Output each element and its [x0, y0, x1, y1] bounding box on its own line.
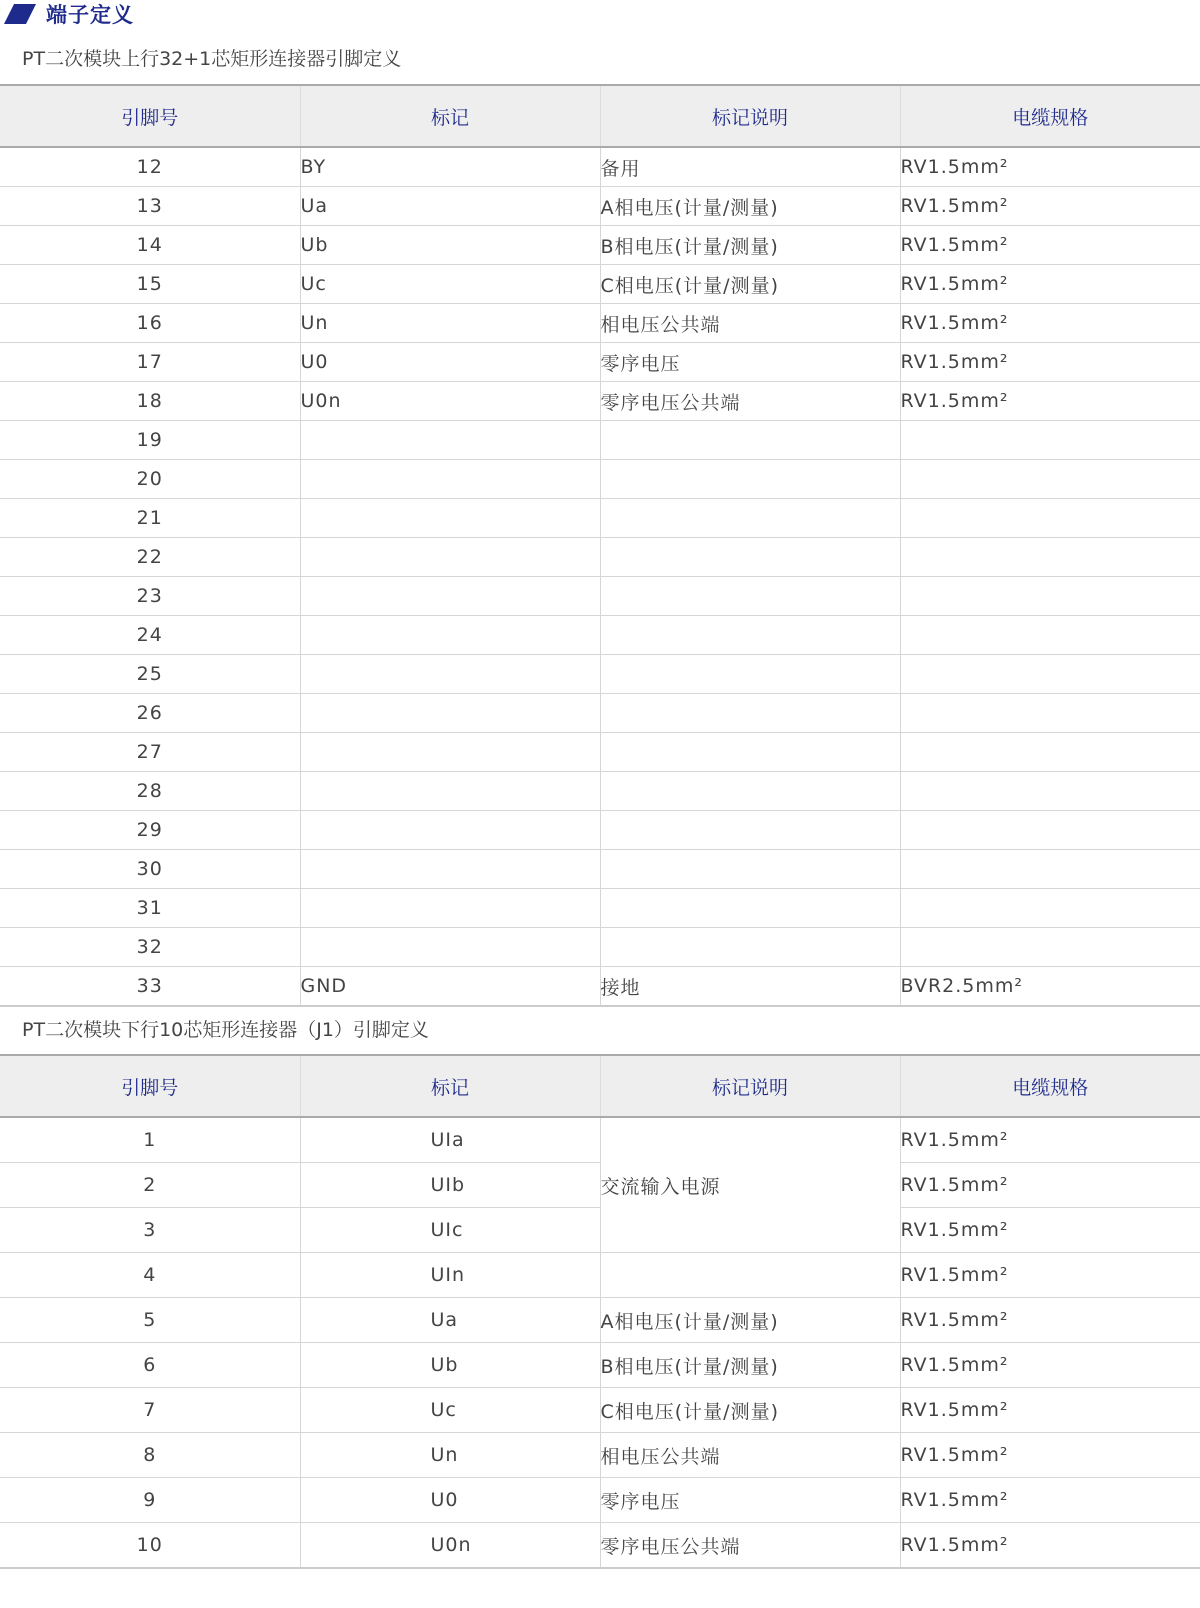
pin-cell: 22 [0, 538, 300, 577]
description-cell: 交流输入电源 [600, 1117, 900, 1253]
description-cell: C相电压(计量/测量) [600, 1388, 900, 1433]
cable-spec-cell [900, 850, 1200, 889]
pin-cell: 21 [0, 499, 300, 538]
table-row [0, 226, 1200, 265]
table-row [0, 343, 1200, 382]
mark-cell: Uc [300, 265, 600, 304]
pin-cell: 10 [0, 1523, 300, 1569]
description-cell [600, 772, 900, 811]
mark-cell [300, 577, 600, 616]
pin-cell: 33 [0, 967, 300, 1007]
mark-cell [300, 772, 600, 811]
mark-cell: Uc [300, 1388, 600, 1433]
pin-cell: 29 [0, 811, 300, 850]
header-cable-spec: 电缆规格 [900, 85, 1200, 147]
mark-cell [300, 421, 600, 460]
description-cell [600, 655, 900, 694]
mark-cell: U0n [300, 382, 600, 421]
cable-spec-cell [900, 733, 1200, 772]
pin-cell: 26 [0, 694, 300, 733]
mark-cell: U0 [300, 343, 600, 382]
pin-cell: 13 [0, 187, 300, 226]
cable-spec-cell [900, 811, 1200, 850]
cable-spec-cell [900, 772, 1200, 811]
cable-spec-cell: RV1.5mm² [900, 1343, 1200, 1388]
pin-cell: 23 [0, 577, 300, 616]
mark-cell: Ub [300, 226, 600, 265]
description-cell: C相电压(计量/测量) [600, 265, 900, 304]
header-description: 标记说明 [600, 1055, 900, 1117]
section-title: 端子定义 [46, 3, 134, 27]
pin-cell: 6 [0, 1343, 300, 1388]
pin-cell: 3 [0, 1208, 300, 1253]
pin-cell: 5 [0, 1298, 300, 1343]
pin-cell: 15 [0, 265, 300, 304]
mark-cell [300, 616, 600, 655]
description-cell [600, 499, 900, 538]
cable-spec-cell: RV1.5mm² [900, 304, 1200, 343]
mark-cell: UIa [300, 1117, 600, 1163]
description-cell: 接地 [600, 967, 900, 1007]
mark-cell [300, 889, 600, 928]
mark-cell: UIc [300, 1208, 600, 1253]
description-cell [600, 811, 900, 850]
cable-spec-cell [900, 889, 1200, 928]
mark-cell: BY [300, 147, 600, 187]
description-cell [600, 460, 900, 499]
mark-cell: U0 [300, 1478, 600, 1523]
header-mark: 标记 [300, 1055, 600, 1117]
pin-cell: 2 [0, 1163, 300, 1208]
mark-cell [300, 694, 600, 733]
cable-spec-cell: RV1.5mm² [900, 1208, 1200, 1253]
pin-cell: 19 [0, 421, 300, 460]
mark-cell [300, 538, 600, 577]
cable-spec-cell: RV1.5mm² [900, 1478, 1200, 1523]
pin-cell: 12 [0, 147, 300, 187]
cable-spec-cell [900, 928, 1200, 967]
pin-cell: 32 [0, 928, 300, 967]
parallelogram-icon [4, 4, 36, 24]
description-cell: 备用 [600, 147, 900, 187]
mark-cell: Ub [300, 1343, 600, 1388]
description-cell: 相电压公共端 [600, 1433, 900, 1478]
pin-cell: 25 [0, 655, 300, 694]
cable-spec-cell [900, 577, 1200, 616]
table1-caption: PT二次模块上行32+1芯矩形连接器引脚定义 [22, 48, 402, 70]
table-row [0, 147, 1200, 187]
header-pin: 引脚号 [0, 1055, 300, 1117]
table-row [0, 382, 1200, 421]
table-row [0, 421, 1200, 460]
header-description: 标记说明 [600, 85, 900, 147]
table-row [0, 538, 1200, 577]
table-row [0, 655, 1200, 694]
cable-spec-cell: RV1.5mm² [900, 1163, 1200, 1208]
mark-cell: Ua [300, 1298, 600, 1343]
cable-spec-cell: RV1.5mm² [900, 1433, 1200, 1478]
table-row [0, 850, 1200, 889]
description-cell: 相电压公共端 [600, 304, 900, 343]
mark-cell: GND [300, 967, 600, 1007]
pin-table-upper [0, 84, 1200, 1007]
table-row [0, 1298, 1200, 1343]
description-cell: B相电压(计量/测量) [600, 1343, 900, 1388]
table-row [0, 772, 1200, 811]
table-row [0, 577, 1200, 616]
description-cell [600, 694, 900, 733]
table-row [0, 1117, 1200, 1163]
header-cable-spec: 电缆规格 [900, 1055, 1200, 1117]
table-header-row [0, 1055, 1200, 1117]
mark-cell [300, 499, 600, 538]
description-cell [600, 889, 900, 928]
table-row [0, 1388, 1200, 1433]
table-row [0, 1523, 1200, 1569]
table-row [0, 187, 1200, 226]
description-cell: 零序电压公共端 [600, 1523, 900, 1569]
section-header [4, 0, 134, 28]
pin-cell: 7 [0, 1388, 300, 1433]
header-mark: 标记 [300, 85, 600, 147]
mark-cell: U0n [300, 1523, 600, 1569]
table-row [0, 1253, 1200, 1298]
mark-cell: Ua [300, 187, 600, 226]
description-cell [600, 1253, 900, 1298]
table-row [0, 265, 1200, 304]
pin-table-lower [0, 1054, 1200, 1569]
pin-cell: 4 [0, 1253, 300, 1298]
table-row [0, 1433, 1200, 1478]
description-cell [600, 616, 900, 655]
cable-spec-cell: RV1.5mm² [900, 1117, 1200, 1163]
pin-cell: 30 [0, 850, 300, 889]
cable-spec-cell: RV1.5mm² [900, 187, 1200, 226]
mark-cell [300, 733, 600, 772]
pin-cell: 14 [0, 226, 300, 265]
cable-spec-cell [900, 538, 1200, 577]
table-row [0, 1343, 1200, 1388]
cable-spec-cell [900, 499, 1200, 538]
table-row [0, 733, 1200, 772]
table-row [0, 616, 1200, 655]
cable-spec-cell [900, 421, 1200, 460]
cable-spec-cell: RV1.5mm² [900, 1253, 1200, 1298]
cable-spec-cell: RV1.5mm² [900, 343, 1200, 382]
table-row [0, 889, 1200, 928]
table-row [0, 499, 1200, 538]
pin-cell: 1 [0, 1117, 300, 1163]
cable-spec-cell: RV1.5mm² [900, 147, 1200, 187]
pin-cell: 24 [0, 616, 300, 655]
description-cell [600, 421, 900, 460]
pin-cell: 8 [0, 1433, 300, 1478]
table-row [0, 967, 1200, 1007]
cable-spec-cell: RV1.5mm² [900, 1388, 1200, 1433]
table-row [0, 460, 1200, 499]
table-row [0, 811, 1200, 850]
pin-cell: 17 [0, 343, 300, 382]
cable-spec-cell: RV1.5mm² [900, 1523, 1200, 1569]
table-row [0, 304, 1200, 343]
mark-cell [300, 811, 600, 850]
mark-cell: UIb [300, 1163, 600, 1208]
description-cell: A相电压(计量/测量) [600, 187, 900, 226]
description-cell [600, 850, 900, 889]
description-cell: A相电压(计量/测量) [600, 1298, 900, 1343]
mark-cell: Un [300, 304, 600, 343]
mark-cell: Un [300, 1433, 600, 1478]
mark-cell [300, 928, 600, 967]
cable-spec-cell [900, 694, 1200, 733]
pin-cell: 20 [0, 460, 300, 499]
pin-cell: 9 [0, 1478, 300, 1523]
description-cell: 零序电压 [600, 1478, 900, 1523]
header-pin: 引脚号 [0, 85, 300, 147]
mark-cell: UIn [300, 1253, 600, 1298]
cable-spec-cell [900, 655, 1200, 694]
pin-cell: 31 [0, 889, 300, 928]
pin-cell: 27 [0, 733, 300, 772]
table-row [0, 1478, 1200, 1523]
cable-spec-cell: RV1.5mm² [900, 265, 1200, 304]
description-cell [600, 577, 900, 616]
cable-spec-cell [900, 616, 1200, 655]
pin-cell: 18 [0, 382, 300, 421]
description-cell: 零序电压 [600, 343, 900, 382]
description-cell: B相电压(计量/测量) [600, 226, 900, 265]
cable-spec-cell: BVR2.5mm² [900, 967, 1200, 1007]
table2-caption: PT二次模块下行10芯矩形连接器（J1）引脚定义 [22, 1019, 429, 1041]
pin-cell: 28 [0, 772, 300, 811]
description-cell [600, 538, 900, 577]
cable-spec-cell: RV1.5mm² [900, 382, 1200, 421]
description-cell [600, 928, 900, 967]
cable-spec-cell: RV1.5mm² [900, 226, 1200, 265]
description-cell: 零序电压公共端 [600, 382, 900, 421]
mark-cell [300, 655, 600, 694]
table-header-row [0, 85, 1200, 147]
description-cell [600, 733, 900, 772]
mark-cell [300, 850, 600, 889]
table-row [0, 928, 1200, 967]
cable-spec-cell: RV1.5mm² [900, 1298, 1200, 1343]
pin-cell: 16 [0, 304, 300, 343]
mark-cell [300, 460, 600, 499]
cable-spec-cell [900, 460, 1200, 499]
table-row [0, 694, 1200, 733]
